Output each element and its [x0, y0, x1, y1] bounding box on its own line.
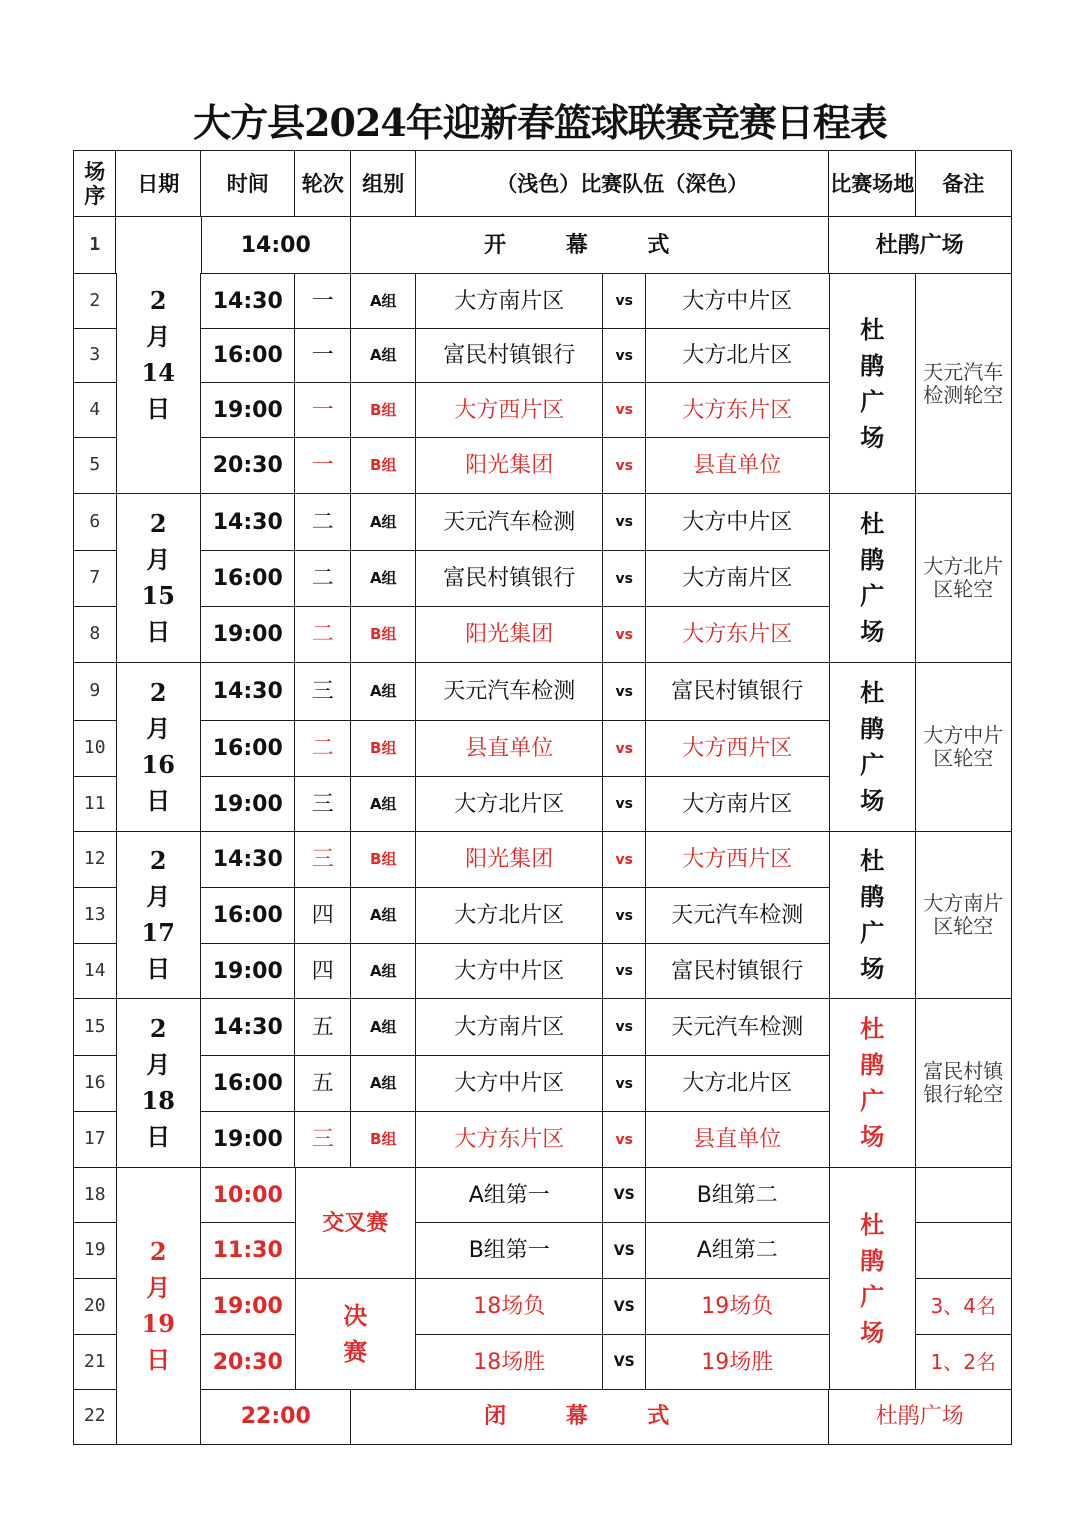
home-team: 富民村镇银行	[415, 550, 604, 608]
time-cell: 19:00	[200, 606, 296, 664]
round-cell: 五	[294, 998, 352, 1057]
home-team: 阳光集团	[415, 606, 604, 664]
away-team: 19场负	[645, 1278, 830, 1336]
venue-cell-line: 广	[860, 750, 885, 780]
seq-cell: 13	[73, 887, 117, 945]
away-team: 大方西片区	[645, 720, 830, 778]
date-cell-line: 月	[146, 882, 171, 912]
away-team: 大方中片区	[645, 493, 830, 552]
venue-cell-line: 广	[860, 918, 885, 948]
away-team: 19场胜	[645, 1334, 830, 1391]
note-cell: 大方南片区轮空	[915, 831, 1012, 1000]
seq-cell: 22	[73, 1389, 117, 1445]
vs-label: vs	[602, 720, 647, 778]
away-team: 天元汽车检测	[645, 998, 830, 1057]
venue-cell-line: 鹃	[860, 545, 885, 575]
vs-label: vs	[602, 776, 647, 833]
closing-venue: 杜鹃广场	[828, 1389, 1012, 1445]
away-team: 大方北片区	[645, 328, 830, 384]
group-cell: A组	[350, 662, 417, 722]
time-cell: 16:00	[200, 720, 296, 778]
away-team: 大方东片区	[645, 606, 830, 664]
date-cell-line: 日	[146, 786, 171, 816]
seq-cell: 20	[73, 1278, 117, 1336]
home-team: 18场胜	[415, 1334, 604, 1391]
away-team: 富民村镇银行	[645, 662, 830, 722]
round-cell: 一	[294, 382, 352, 439]
time-cell: 19:00	[200, 382, 296, 439]
away-team: 富民村镇银行	[645, 943, 830, 1000]
round-cell: 三	[294, 776, 352, 833]
seq-cell: 19	[73, 1222, 117, 1280]
seq-cell: 6	[73, 493, 117, 552]
vs-label: VS	[602, 1334, 647, 1391]
group-cell: A组	[350, 776, 417, 833]
round-cell: 四	[294, 887, 352, 945]
group-cell: A组	[350, 1055, 417, 1113]
home-team: 天元汽车检测	[415, 493, 604, 552]
seq-cell: 15	[73, 998, 117, 1057]
venue-cell	[828, 1167, 917, 1391]
vs-label: vs	[602, 437, 647, 495]
seq-cell: 5	[73, 437, 117, 495]
vs-label: vs	[602, 1055, 647, 1113]
home-team: 阳光集团	[415, 437, 604, 495]
time-cell: 16:00	[200, 550, 296, 608]
venue-cell-line: 场	[860, 617, 885, 647]
date-cell-line: 月	[146, 714, 171, 744]
group-cell: B组	[350, 1111, 417, 1169]
round-cell: 二	[294, 493, 352, 552]
seq-cell: 14	[73, 943, 117, 1000]
vs-label: vs	[602, 887, 647, 945]
time-cell: 16:00	[200, 1055, 296, 1113]
seq-cell: 3	[73, 328, 117, 384]
round-cell: 一	[294, 437, 352, 495]
seq-cell: 12	[73, 831, 117, 889]
round-cell: 二	[294, 720, 352, 778]
home-team: 大方中片区	[415, 1055, 604, 1113]
home-team: 阳光集团	[415, 831, 604, 889]
seq-cell: 7	[73, 550, 117, 608]
note-cell: 富民村镇银行轮空	[915, 998, 1012, 1169]
vs-label: vs	[602, 943, 647, 1000]
seq-cell: 11	[73, 776, 117, 833]
note-cell	[915, 1222, 1012, 1280]
venue-cell-line: 广	[860, 1281, 885, 1311]
time-cell: 11:30	[200, 1222, 296, 1280]
venue-cell-line: 广	[860, 581, 885, 611]
date-cell-line: 18	[141, 1086, 175, 1116]
note-cell	[915, 1167, 1012, 1224]
group-cell: A组	[350, 273, 417, 330]
vs-label: vs	[602, 606, 647, 664]
date-cell-line: 日	[146, 394, 171, 424]
venue-cell-line: 场	[860, 1122, 885, 1152]
date-cell-line: 2	[149, 286, 167, 316]
venue-cell-line: 场	[860, 954, 885, 984]
vs-label: vs	[602, 831, 647, 889]
away-team: 县直单位	[645, 1111, 830, 1169]
time-cell: 20:30	[200, 1334, 296, 1391]
time-cell: 16:00	[200, 328, 296, 384]
header-venue: 比赛场地	[828, 150, 917, 218]
date-cell-line: 月	[146, 1272, 171, 1302]
seq-cell: 2	[73, 273, 117, 330]
round-cell: 三	[294, 662, 352, 722]
date-cell-line: 2	[149, 509, 167, 539]
note-cell: 大方中片区轮空	[915, 662, 1012, 833]
seq-cell: 17	[73, 1111, 117, 1169]
venue-cell-line: 场	[860, 1317, 885, 1347]
header-group: 组别	[350, 150, 417, 218]
final-round-label-line: 决	[343, 1301, 368, 1331]
opening-venue: 杜鹃广场	[828, 216, 1012, 275]
date-cell	[115, 216, 202, 495]
note-cell: 天元汽车检测轮空	[915, 273, 1012, 495]
venue-cell-line: 广	[860, 386, 885, 416]
date-cell-line: 14	[141, 358, 175, 388]
venue-cell	[828, 662, 917, 833]
home-team: 县直单位	[415, 720, 604, 778]
group-cell: B组	[350, 606, 417, 664]
note-cell: 1、2名	[915, 1334, 1012, 1391]
seq-cell: 16	[73, 1055, 117, 1113]
venue-cell-line: 鹃	[860, 350, 885, 380]
date-cell-line: 19	[141, 1308, 175, 1338]
vs-label: vs	[602, 662, 647, 722]
home-team: 大方中片区	[415, 943, 604, 1000]
date-cell-line: 17	[141, 918, 175, 948]
away-team: 天元汽车检测	[645, 887, 830, 945]
seq-cell: 21	[73, 1334, 117, 1391]
opening-time: 14:00	[200, 216, 352, 275]
home-team: 富民村镇银行	[415, 328, 604, 384]
vs-label: VS	[602, 1222, 647, 1280]
schedule-table	[73, 150, 1010, 1443]
group-cell: A组	[350, 493, 417, 552]
vs-label: vs	[602, 998, 647, 1057]
vs-label: vs	[602, 273, 647, 330]
home-team: 天元汽车检测	[415, 662, 604, 722]
venue-cell-line: 鹃	[860, 714, 885, 744]
venue-cell-line: 场	[860, 422, 885, 452]
closing-time: 22:00	[200, 1389, 352, 1445]
date-cell	[115, 493, 202, 664]
away-team: 大方西片区	[645, 831, 830, 889]
round-cell: 二	[294, 550, 352, 608]
away-team: 大方南片区	[645, 776, 830, 833]
date-cell-line: 2	[149, 1014, 167, 1044]
time-cell: 19:00	[200, 1111, 296, 1169]
vs-label: vs	[602, 382, 647, 439]
time-cell: 14:30	[200, 273, 296, 330]
header-time: 时间	[200, 150, 296, 218]
venue-cell-line: 鹃	[860, 882, 885, 912]
away-team: B组第二	[645, 1167, 830, 1224]
final-round-label	[294, 1278, 417, 1391]
date-cell	[115, 1167, 202, 1445]
venue-cell	[828, 493, 917, 664]
home-team: B组第一	[415, 1222, 604, 1280]
seq-cell: 10	[73, 720, 117, 778]
round-cell: 五	[294, 1055, 352, 1113]
home-team: A组第一	[415, 1167, 604, 1224]
opening-ceremony: 开 幕 式	[350, 216, 830, 275]
date-cell	[115, 998, 202, 1169]
round-cell: 三	[294, 831, 352, 889]
note-cell: 大方北片区轮空	[915, 493, 1012, 664]
group-cell: A组	[350, 550, 417, 608]
time-cell: 19:00	[200, 943, 296, 1000]
home-team: 大方北片区	[415, 776, 604, 833]
final-round-label-line: 赛	[343, 1337, 368, 1367]
round-cell: 一	[294, 273, 352, 330]
venue-cell-line: 杜	[860, 1014, 885, 1044]
round-cell: 一	[294, 328, 352, 384]
date-cell-line: 2	[149, 678, 167, 708]
venue-cell-line: 广	[860, 1086, 885, 1116]
venue-cell-line: 杜	[860, 509, 885, 539]
venue-cell-line: 杜	[860, 846, 885, 876]
date-cell	[115, 831, 202, 1000]
header-teams: （浅色）比赛队伍（深色）	[415, 150, 830, 218]
home-team: 大方南片区	[415, 273, 604, 330]
home-team: 大方东片区	[415, 1111, 604, 1169]
time-cell: 19:00	[200, 1278, 296, 1336]
vs-label: vs	[602, 328, 647, 384]
vs-label: VS	[602, 1167, 647, 1224]
group-cell: A组	[350, 998, 417, 1057]
venue-cell	[828, 273, 917, 495]
time-cell: 20:30	[200, 437, 296, 495]
note-cell: 3、4名	[915, 1278, 1012, 1336]
page-title: 大方县2024年迎新春篮球联赛竞赛日程表	[193, 100, 887, 145]
away-team: 大方北片区	[645, 1055, 830, 1113]
time-cell: 14:30	[200, 662, 296, 722]
date-cell-line: 日	[146, 954, 171, 984]
vs-label: vs	[602, 550, 647, 608]
group-cell: B组	[350, 382, 417, 439]
home-team: 大方北片区	[415, 887, 604, 945]
date-cell-line: 日	[146, 1122, 171, 1152]
date-cell-line: 月	[146, 1050, 171, 1080]
seq-cell: 18	[73, 1167, 117, 1224]
date-cell-line: 月	[146, 322, 171, 352]
time-cell: 14:30	[200, 831, 296, 889]
venue-cell-line: 杜	[860, 314, 885, 344]
group-cell: B组	[350, 437, 417, 495]
time-cell: 16:00	[200, 887, 296, 945]
away-team: 大方南片区	[645, 550, 830, 608]
round-cell: 四	[294, 943, 352, 1000]
away-team: 大方中片区	[645, 273, 830, 330]
time-cell: 10:00	[200, 1167, 296, 1224]
date-cell-line: 月	[146, 545, 171, 575]
venue-cell	[828, 831, 917, 1000]
round-cell: 二	[294, 606, 352, 664]
home-team: 大方西片区	[415, 382, 604, 439]
vs-label: vs	[602, 1111, 647, 1169]
header-seq: 场序	[73, 150, 117, 218]
closing-ceremony: 闭 幕 式	[350, 1389, 830, 1445]
group-cell: B组	[350, 831, 417, 889]
header-date: 日期	[115, 150, 202, 218]
round-cell: 三	[294, 1111, 352, 1169]
venue-cell-line: 杜	[860, 678, 885, 708]
seq-cell: 9	[73, 662, 117, 722]
time-cell: 14:30	[200, 998, 296, 1057]
time-cell: 19:00	[200, 776, 296, 833]
seq-cell: 8	[73, 606, 117, 664]
group-cell: A组	[350, 887, 417, 945]
date-cell	[115, 662, 202, 833]
home-team: 大方南片区	[415, 998, 604, 1057]
date-cell-line: 2	[149, 846, 167, 876]
away-team: A组第二	[645, 1222, 830, 1280]
group-cell: B组	[350, 720, 417, 778]
seq-cell: 4	[73, 382, 117, 439]
header-round: 轮次	[294, 150, 352, 218]
cross-round-label: 交叉赛	[294, 1167, 417, 1280]
group-cell: A组	[350, 328, 417, 384]
vs-label: vs	[602, 493, 647, 552]
date-cell-line: 15	[141, 581, 175, 611]
away-team: 县直单位	[645, 437, 830, 495]
home-team: 18场负	[415, 1278, 604, 1336]
venue-cell-line: 杜	[860, 1209, 885, 1239]
date-cell-line: 日	[146, 617, 171, 647]
away-team: 大方东片区	[645, 382, 830, 439]
venue-cell-line: 场	[860, 786, 885, 816]
seq-cell: 1	[73, 216, 117, 275]
date-cell-line: 2	[149, 1236, 167, 1266]
group-cell: A组	[350, 943, 417, 1000]
venue-cell-line: 鹃	[860, 1050, 885, 1080]
header-notes: 备注	[915, 150, 1012, 218]
vs-label: VS	[602, 1278, 647, 1336]
venue-cell	[828, 998, 917, 1169]
date-cell-line: 16	[141, 750, 175, 780]
time-cell: 14:30	[200, 493, 296, 552]
date-cell-line: 日	[146, 1344, 171, 1374]
venue-cell-line: 鹃	[860, 1245, 885, 1275]
